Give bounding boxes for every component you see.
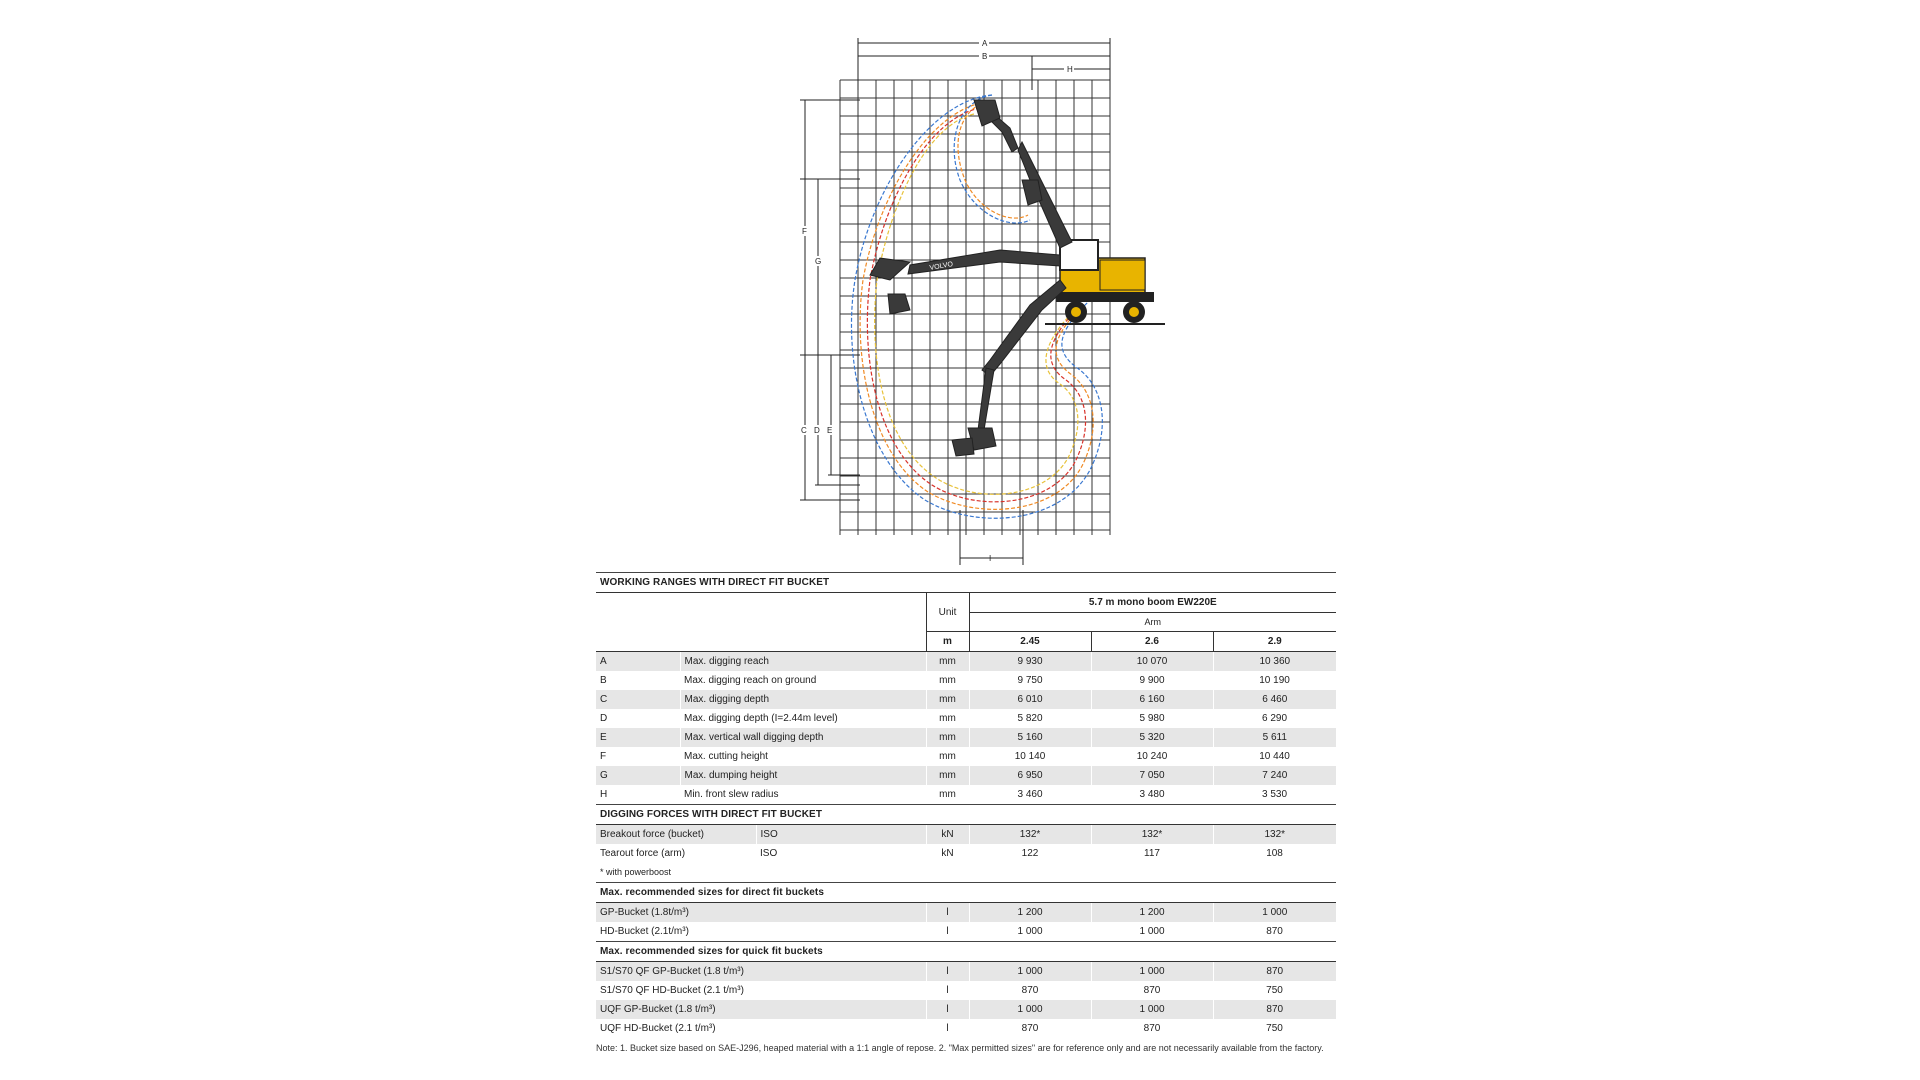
- row-label: Tearout force (arm): [596, 844, 756, 863]
- row-value: 6 160: [1091, 690, 1213, 709]
- direct-fit-title: Max. recommended sizes for direct fit buckets: [596, 883, 1336, 903]
- dim-label-i: I: [989, 554, 992, 563]
- row-code: D: [596, 709, 680, 728]
- row-label: Max. cutting height: [680, 747, 926, 766]
- row-label: Breakout force (bucket): [596, 825, 756, 845]
- row-value: 122: [969, 844, 1091, 863]
- arm-header: Arm: [969, 613, 1336, 632]
- row-unit: mm: [926, 709, 969, 728]
- working-ranges-table: [596, 572, 1336, 804]
- row-value: 10 140: [969, 747, 1091, 766]
- table-row: [596, 709, 1336, 728]
- table-row: [596, 785, 1336, 804]
- row-value: 117: [1091, 844, 1213, 863]
- row-value: 10 440: [1213, 747, 1336, 766]
- row-unit: mm: [926, 671, 969, 690]
- row-value: 10 240: [1091, 747, 1213, 766]
- row-value: 3 530: [1213, 785, 1336, 804]
- row-value: 6 290: [1213, 709, 1336, 728]
- row-label: Max. dumping height: [680, 766, 926, 785]
- row-value: 750: [1213, 1019, 1336, 1038]
- row-value: 7 240: [1213, 766, 1336, 785]
- row-value: 1 000: [969, 962, 1091, 982]
- table-row: [596, 922, 1336, 941]
- arm-length-2: 2.9: [1213, 632, 1336, 652]
- row-value: 10 360: [1213, 652, 1336, 672]
- row-value: 870: [1213, 922, 1336, 941]
- row-value: 7 050: [1091, 766, 1213, 785]
- row-value: 6 010: [969, 690, 1091, 709]
- table-row: [596, 747, 1336, 766]
- table-row: [596, 844, 1336, 863]
- arm-length-0: 2.45: [969, 632, 1091, 652]
- row-unit: mm: [926, 766, 969, 785]
- table-row: [596, 766, 1336, 785]
- row-code: E: [596, 728, 680, 747]
- row-value: 750: [1213, 981, 1336, 1000]
- dim-label-h: H: [1067, 65, 1073, 74]
- row-value: 870: [1213, 962, 1336, 982]
- dim-label-f: F: [802, 227, 807, 236]
- row-value: 870: [1213, 1000, 1336, 1019]
- row-unit: mm: [926, 690, 969, 709]
- spec-sheet: [596, 572, 1336, 1055]
- row-unit: l: [926, 922, 969, 941]
- table-row: [596, 690, 1336, 709]
- row-label: HD-Bucket (2.1t/m³): [596, 922, 926, 941]
- row-value: 1 000: [969, 922, 1091, 941]
- digging-forces-table: [596, 804, 1336, 882]
- row-value: 10 070: [1091, 652, 1213, 672]
- row-value: 1 000: [1213, 903, 1336, 923]
- row-value: 9 930: [969, 652, 1091, 672]
- row-code: G: [596, 766, 680, 785]
- row-value: 132*: [1091, 825, 1213, 845]
- row-value: 9 750: [969, 671, 1091, 690]
- table-row: [596, 903, 1336, 923]
- row-value: 6 950: [969, 766, 1091, 785]
- row-value: 3 460: [969, 785, 1091, 804]
- row-unit: l: [926, 981, 969, 1000]
- table-row: [596, 962, 1336, 982]
- footnote-text: Note: 1. Bucket size based on SAE-J296, heaped material with a 1:1 angle of repose. 2. "Max permitted sizes" are for reference only and are not necessarily available from the factory.: [596, 1043, 1324, 1053]
- row-unit: l: [926, 962, 969, 982]
- row-unit: mm: [926, 747, 969, 766]
- row-value: 5 320: [1091, 728, 1213, 747]
- row-value: 1 000: [1091, 922, 1213, 941]
- row-unit: mm: [926, 728, 969, 747]
- row-value: 108: [1213, 844, 1336, 863]
- unit-header: Unit: [926, 593, 969, 632]
- row-value: 10 190: [1213, 671, 1336, 690]
- table-row: [596, 981, 1336, 1000]
- row-unit: l: [926, 903, 969, 923]
- row-code: F: [596, 747, 680, 766]
- unit-value: m: [926, 632, 969, 652]
- row-label: GP-Bucket (1.8t/m³): [596, 903, 926, 923]
- table-row: [596, 728, 1336, 747]
- row-code: C: [596, 690, 680, 709]
- working-range-diagram: [760, 30, 1180, 575]
- row-value: 5 611: [1213, 728, 1336, 747]
- row-label: Max. digging depth: [680, 690, 926, 709]
- row-standard: ISO: [756, 825, 926, 845]
- row-label: S1/S70 QF GP-Bucket (1.8 t/m³): [596, 962, 926, 982]
- working-ranges-rows: [596, 652, 1336, 805]
- row-label: S1/S70 QF HD-Bucket (2.1 t/m³): [596, 981, 926, 1000]
- row-value: 870: [969, 1019, 1091, 1038]
- row-value: 5 820: [969, 709, 1091, 728]
- row-value: 1 000: [969, 1000, 1091, 1019]
- dim-label-b: B: [982, 52, 988, 61]
- table-row: [596, 652, 1336, 672]
- row-value: 1 200: [1091, 903, 1213, 923]
- row-label: Max. vertical wall digging depth: [680, 728, 926, 747]
- row-label: Max. digging reach on ground: [680, 671, 926, 690]
- row-code: B: [596, 671, 680, 690]
- dim-label-c: C: [801, 426, 807, 435]
- row-value: 132*: [1213, 825, 1336, 845]
- row-value: 5 160: [969, 728, 1091, 747]
- arm-length-1: 2.6: [1091, 632, 1213, 652]
- dim-label-d: D: [814, 426, 820, 435]
- row-value: 1 000: [1091, 1000, 1213, 1019]
- row-standard: ISO: [756, 844, 926, 863]
- quick-fit-table: [596, 941, 1336, 1038]
- row-label: UQF HD-Bucket (2.1 t/m³): [596, 1019, 926, 1038]
- row-unit: l: [926, 1000, 969, 1019]
- row-value: 5 980: [1091, 709, 1213, 728]
- digging-forces-title: DIGGING FORCES WITH DIRECT FIT BUCKET: [596, 805, 1336, 825]
- table-row: [596, 1000, 1336, 1019]
- row-value: 1 200: [969, 903, 1091, 923]
- direct-fit-table: [596, 882, 1336, 941]
- row-code: A: [596, 652, 680, 672]
- row-label: UQF GP-Bucket (1.8 t/m³): [596, 1000, 926, 1019]
- row-unit: kN: [926, 825, 969, 845]
- row-value: 870: [1091, 1019, 1213, 1038]
- row-unit: l: [926, 1019, 969, 1038]
- table-row: [596, 671, 1336, 690]
- row-value: 1 000: [1091, 962, 1213, 982]
- working-ranges-title: WORKING RANGES WITH DIRECT FIT BUCKET: [596, 573, 1336, 593]
- dim-label-e: E: [827, 426, 833, 435]
- row-unit: mm: [926, 785, 969, 804]
- row-value: 9 900: [1091, 671, 1213, 690]
- table-row: [596, 1019, 1336, 1038]
- table-row: [596, 825, 1336, 845]
- row-code: H: [596, 785, 680, 804]
- row-label: Min. front slew radius: [680, 785, 926, 804]
- dim-label-a: A: [982, 39, 988, 48]
- row-unit: kN: [926, 844, 969, 863]
- row-value: 3 480: [1091, 785, 1213, 804]
- dim-label-g: G: [815, 257, 822, 266]
- row-value: 870: [969, 981, 1091, 1000]
- row-value: 870: [1091, 981, 1213, 1000]
- row-label: Max. digging reach: [680, 652, 926, 672]
- row-value: 6 460: [1213, 690, 1336, 709]
- quick-fit-title: Max. recommended sizes for quick fit buckets: [596, 942, 1336, 962]
- boom-brand-mark: VOLVO: [929, 260, 954, 272]
- row-value: 132*: [969, 825, 1091, 845]
- row-label: Max. digging depth (I=2.44m level): [680, 709, 926, 728]
- excavator-machine: [1045, 240, 1165, 324]
- powerboost-footnote: * with powerboost: [600, 867, 672, 877]
- boom-header: 5.7 m mono boom EW220E: [969, 593, 1336, 613]
- row-unit: mm: [926, 652, 969, 672]
